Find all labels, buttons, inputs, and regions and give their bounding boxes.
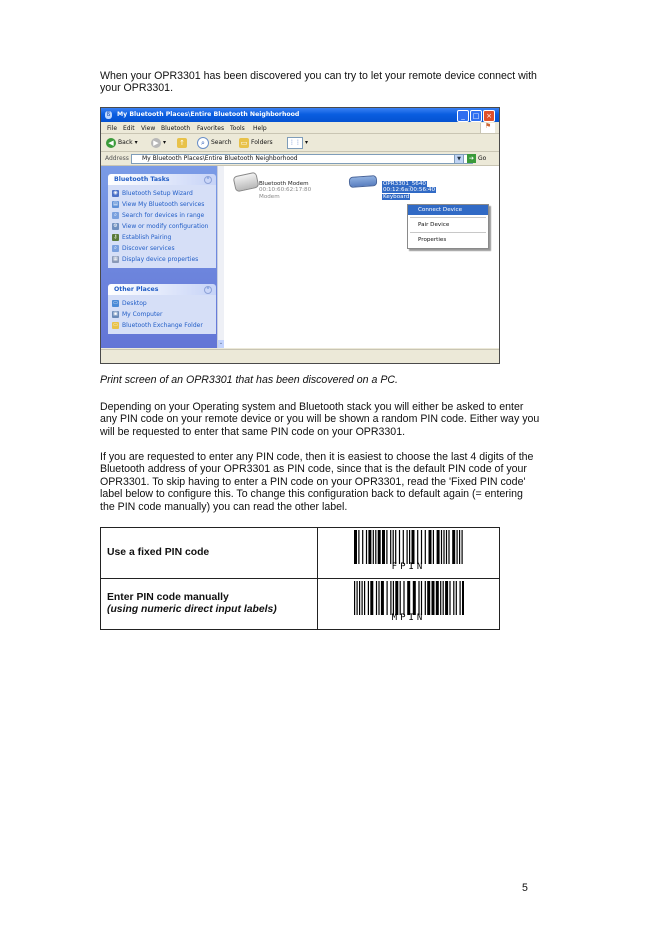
barcode-bar xyxy=(399,581,400,615)
modem-icon xyxy=(233,172,260,193)
configuration-icon: ⚙ xyxy=(113,223,118,229)
barcode-bar xyxy=(406,530,407,564)
label-cell xyxy=(101,579,318,630)
pairing-icon: ⚷ xyxy=(113,234,118,240)
properties-menu-item[interactable]: Properties xyxy=(418,237,447,243)
barcode-bar xyxy=(459,581,460,615)
search-icon: ⌕ xyxy=(197,137,209,149)
barcode-bar xyxy=(424,581,425,615)
task-label: Search for devices in range xyxy=(122,212,205,219)
device-opr3301[interactable] xyxy=(382,181,436,200)
barcode-bar xyxy=(420,530,421,564)
toolbar xyxy=(101,134,499,152)
up-folder-button[interactable] xyxy=(177,137,187,148)
barcode-bar xyxy=(411,530,414,564)
label-cell xyxy=(101,528,318,579)
tasks-panel-title: Bluetooth Tasks xyxy=(114,176,170,183)
barcode-bar xyxy=(431,581,434,615)
collapse-icon[interactable]: ⌃ xyxy=(205,287,211,293)
windows-flag-icon: ⚑ xyxy=(480,123,495,133)
barcode-bar xyxy=(370,581,373,615)
screenshot-caption: Print screen of an OPR3301 that has been discovered on a PC. xyxy=(100,374,398,386)
menu-bar xyxy=(101,123,499,134)
fpin-barcode-bars xyxy=(352,530,466,564)
forward-button[interactable]: ▶ ▾ xyxy=(151,137,166,148)
barcode-bar xyxy=(409,530,410,564)
task-item[interactable] xyxy=(112,188,212,199)
barcode-bar xyxy=(424,530,425,564)
barcode-bar xyxy=(448,530,449,564)
address-bar xyxy=(101,152,499,166)
barcode-cell xyxy=(318,528,500,579)
pair-device-menu-item[interactable]: Pair Device xyxy=(418,222,450,228)
places-panel-header[interactable] xyxy=(108,284,216,295)
barcode-cell xyxy=(318,579,500,630)
barcode-bar xyxy=(435,581,438,615)
status-bar xyxy=(101,349,499,364)
folders-icon: ▭ xyxy=(240,138,248,147)
device-type: Keyboard xyxy=(383,193,410,200)
folder-icon: ▭ xyxy=(113,322,118,328)
search-button[interactable] xyxy=(197,137,232,148)
barcode-bar xyxy=(375,581,376,615)
device-address: 00:12:6a:00:56:40 xyxy=(383,187,435,194)
barcode-bar xyxy=(453,581,454,615)
barcode-bar xyxy=(392,581,393,615)
table-row xyxy=(101,579,500,630)
barcode-bar xyxy=(459,530,460,564)
forward-arrow-icon: ▶ xyxy=(151,138,161,148)
explorer-screenshot xyxy=(100,107,500,364)
task-label: Discover services xyxy=(122,245,175,252)
barcode-bar xyxy=(362,530,363,564)
maximize-button[interactable]: □ xyxy=(470,110,482,122)
barcode-bar xyxy=(377,530,380,564)
barcode-text: MPIN xyxy=(391,612,426,623)
paragraph-pin-instructions: If you are requested to enter any PIN code, then it is easiest to choose the last 4 digits of the Bluetooth address of your OPR3301 as PIN code, since that is the default PIN code of your OPR3301. To skip having to enter a PIN code on your OPR3301, read the 'Fixed PIN code' label below to configure this. To change this configuration back to default again (= entering the PIN code manually) you can read the other label. xyxy=(100,451,534,513)
intro-text: When your OPR3301 has been discovered you can try to let your remote device connect with your OPR3301. xyxy=(100,70,537,95)
properties-icon: ▦ xyxy=(113,256,118,262)
barcode-bar xyxy=(455,581,456,615)
barcode-bar xyxy=(440,581,441,615)
barcode-bar xyxy=(449,581,450,615)
task-pane-scrollbar[interactable] xyxy=(217,166,224,348)
menu-view[interactable]: View xyxy=(141,125,156,132)
back-arrow-icon: ◀ xyxy=(106,138,116,148)
mpin-barcode-bars xyxy=(352,581,466,615)
barcode-bar xyxy=(390,530,391,564)
views-button[interactable]: ⋮⋮ ▾ xyxy=(287,137,308,148)
place-label: Desktop xyxy=(122,300,147,307)
place-item[interactable] xyxy=(112,298,212,309)
barcode-bar xyxy=(358,530,359,564)
barcode-bar xyxy=(380,581,383,615)
places-panel-title: Other Places xyxy=(114,286,159,293)
row-label: Enter PIN code manually xyxy=(107,591,229,603)
barcode-bar xyxy=(445,530,446,564)
menu-favorites[interactable]: Favorites xyxy=(197,125,225,132)
menu-file[interactable]: File xyxy=(107,125,118,132)
barcode-bar xyxy=(386,581,387,615)
other-places-panel xyxy=(108,284,216,334)
task-label: Bluetooth Setup Wizard xyxy=(122,190,193,197)
task-item[interactable] xyxy=(112,243,212,254)
task-item[interactable] xyxy=(112,232,212,243)
barcode-bar xyxy=(461,530,462,564)
address-input[interactable]: My Bluetooth Places\Entire Bluetooth Neighborhood xyxy=(131,154,473,164)
barcode-bar xyxy=(382,530,385,564)
device-address: 00:10:60:62:17:80 xyxy=(259,187,312,194)
place-item[interactable] xyxy=(112,309,212,320)
barcode-bar xyxy=(427,581,430,615)
computer-icon: ▣ xyxy=(113,311,118,317)
barcode-bar xyxy=(354,581,355,615)
folders-button[interactable] xyxy=(239,137,273,148)
device-modem[interactable] xyxy=(259,181,311,200)
up-folder-icon: ↑ xyxy=(177,138,187,148)
task-item[interactable] xyxy=(112,221,212,232)
barcode-bar xyxy=(403,581,404,615)
row-sublabel: (using numeric direct input labels) xyxy=(107,604,277,615)
table-row xyxy=(101,528,500,579)
barcode-bar xyxy=(456,530,457,564)
bluetooth-tasks-panel xyxy=(108,174,216,268)
barcode-bar xyxy=(398,530,399,564)
bluetooth-icon: ß xyxy=(106,111,111,118)
wizard-icon: ◉ xyxy=(113,190,118,196)
address-label: Address xyxy=(105,155,129,162)
barcode-bar xyxy=(407,581,410,615)
task-item[interactable] xyxy=(112,254,212,265)
barcode-bar xyxy=(386,530,387,564)
tasks-panel-header[interactable] xyxy=(108,174,216,185)
menu-help[interactable]: Help xyxy=(253,125,267,132)
barcode-bar xyxy=(432,530,433,564)
pin-barcode-table xyxy=(100,527,500,630)
scroll-down-icon[interactable]: ⌄ xyxy=(218,340,224,346)
folders-label: Folders xyxy=(251,139,273,146)
barcode-bar xyxy=(402,530,403,564)
context-menu xyxy=(407,204,489,249)
task-item[interactable] xyxy=(112,210,212,221)
barcode-bar xyxy=(375,530,376,564)
barcode-bar xyxy=(428,530,431,564)
barcode-bar xyxy=(445,581,448,615)
barcode-bar xyxy=(452,530,455,564)
views-icon: ⋮⋮ xyxy=(287,137,303,149)
barcode-bar xyxy=(443,530,444,564)
search-devices-icon: ⌕ xyxy=(112,212,119,219)
barcode-text: FPIN xyxy=(391,561,426,572)
address-dropdown-icon[interactable]: ▼ xyxy=(454,154,464,164)
menu-bluetooth[interactable]: Bluetooth xyxy=(161,125,191,132)
barcode-bar xyxy=(365,530,366,564)
back-label: Back xyxy=(118,139,133,146)
barcode-bar xyxy=(361,581,362,615)
menu-separator xyxy=(410,217,486,218)
mpin-barcode xyxy=(352,581,466,623)
task-item[interactable] xyxy=(112,199,212,210)
barcode-bar xyxy=(412,581,415,615)
barcode-bar xyxy=(367,581,368,615)
menu-edit[interactable]: Edit xyxy=(123,125,135,132)
fpin-barcode xyxy=(352,530,466,572)
place-label: My Computer xyxy=(122,311,163,318)
task-label: Display device properties xyxy=(122,256,199,263)
window-titlebar xyxy=(101,108,499,122)
connect-device-menu-item[interactable]: Connect Device xyxy=(408,205,488,215)
go-button[interactable] xyxy=(467,154,486,163)
task-pane xyxy=(101,166,223,348)
barcode-bar xyxy=(392,530,393,564)
barcode-bar xyxy=(390,581,391,615)
go-label: Go xyxy=(478,155,487,162)
minimize-button[interactable]: _ xyxy=(457,110,469,122)
place-item[interactable] xyxy=(112,320,212,331)
place-label: Bluetooth Exchange Folder xyxy=(122,322,203,329)
barcode-bar xyxy=(417,530,418,564)
task-label: Establish Pairing xyxy=(122,234,172,241)
barcode-bar xyxy=(372,530,373,564)
barcode-bar xyxy=(368,530,371,564)
go-arrow-icon: ➔ xyxy=(468,155,475,162)
barcode-bar xyxy=(440,530,441,564)
barcode-bar xyxy=(442,581,443,615)
task-label: View My Bluetooth services xyxy=(122,201,205,208)
menu-separator xyxy=(410,232,486,233)
barcode-bar xyxy=(378,581,379,615)
window-title: My Bluetooth Places\Entire Bluetooth Neighborhood xyxy=(117,111,300,118)
device-view xyxy=(224,166,499,348)
page-number: 5 xyxy=(522,882,528,894)
desktop-icon: ▭ xyxy=(113,300,118,306)
barcode-bar xyxy=(436,530,439,564)
search-label: Search xyxy=(211,139,232,146)
barcode-bar xyxy=(418,581,419,615)
keyboard-icon xyxy=(349,175,378,188)
device-name: OPR3301_5640 xyxy=(383,181,426,187)
task-label: View or modify configuration xyxy=(122,223,209,230)
device-type: Modem xyxy=(259,193,280,200)
barcode-bar xyxy=(395,530,396,564)
close-button[interactable]: × xyxy=(483,110,495,122)
collapse-icon[interactable]: ⌃ xyxy=(205,177,211,183)
barcode-bar xyxy=(395,581,398,615)
barcode-bar xyxy=(462,581,464,615)
barcode-bar xyxy=(420,581,421,615)
discover-icon: ⌕ xyxy=(112,245,119,252)
back-button[interactable]: ◀ Back ▾ xyxy=(106,137,138,148)
menu-tools[interactable]: Tools xyxy=(230,125,245,132)
barcode-bar xyxy=(356,581,357,615)
services-icon: ▤ xyxy=(113,201,118,207)
barcode-bar xyxy=(354,530,357,564)
device-name: Bluetooth Modem xyxy=(259,181,309,187)
barcode-bar xyxy=(359,581,360,615)
paragraph-pin-request: Depending on your Operating system and Bluetooth stack you will either be asked to enter any PIN code on your remote device or you will be shown a random PIN code. Either way you will be requested to enter that same PIN code on your OPR3301. xyxy=(100,401,540,438)
barcode-bar xyxy=(364,581,365,615)
row-label: Use a fixed PIN code xyxy=(107,546,210,558)
